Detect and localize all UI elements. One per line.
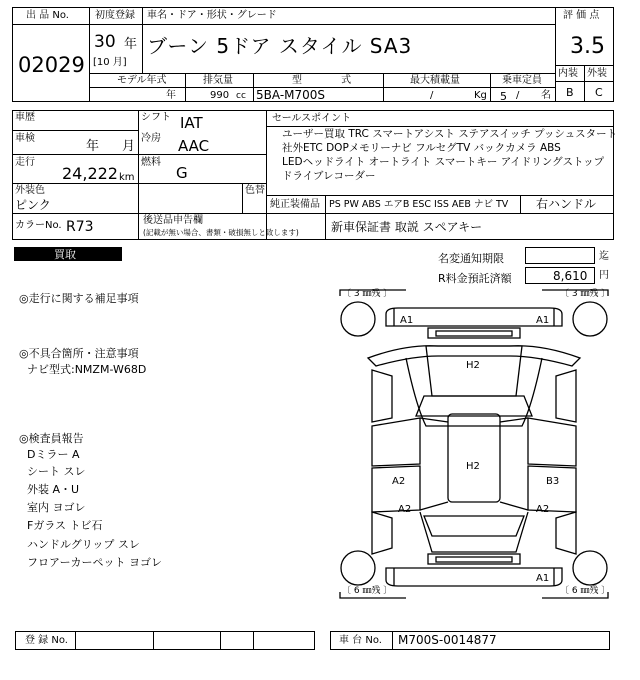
exterior-grade: C bbox=[595, 86, 603, 99]
divider bbox=[325, 195, 326, 240]
divider bbox=[12, 213, 614, 214]
sales-point-line: ユーザー買取 TRC スマートアシスト ステアスイッチ プッシュスタート bbox=[282, 128, 618, 140]
driving-notes-title: ◎走行に関する補足事項 bbox=[19, 292, 139, 305]
max-load-label: 最大積載量 bbox=[410, 75, 460, 86]
sales-point-line: LEDヘッドライト オートライト スマートキー アイドリングストップ bbox=[282, 156, 605, 168]
inspector-line: シート スレ bbox=[27, 465, 86, 478]
color-code-label: カラーNo. bbox=[15, 220, 62, 231]
divider bbox=[142, 7, 143, 73]
divider bbox=[555, 81, 614, 82]
type-label: 型 式 bbox=[292, 75, 370, 86]
max-load-unit: Kg bbox=[474, 90, 487, 101]
mark-rear-bumper: A1 bbox=[536, 573, 550, 584]
inspector-line: Fガラス トビ石 bbox=[27, 519, 103, 532]
color-change-label: 色替 bbox=[245, 185, 265, 196]
mark-hood: H2 bbox=[466, 360, 480, 371]
ext-color-value: ピンク bbox=[15, 198, 51, 212]
capacity-unit: 名 bbox=[541, 90, 551, 101]
tire-rl-depth: 〔 6 ㎜残 〕 bbox=[342, 586, 393, 596]
defect-note-line: ナビ型式:NMZM-W68D bbox=[27, 363, 147, 376]
color-code-value: R73 bbox=[66, 219, 94, 235]
mark-rear-door-left: A2 bbox=[398, 504, 412, 515]
tire-fr-depth: 〔 3 ㎜残 〕 bbox=[560, 289, 611, 299]
divider bbox=[253, 631, 254, 650]
equipment-label: 純正装備品 bbox=[270, 199, 320, 210]
inspection-label: 車検 bbox=[15, 133, 35, 144]
divider bbox=[75, 631, 76, 650]
mileage-unit: km bbox=[119, 172, 135, 183]
inspector-line: Dミラー A bbox=[27, 448, 80, 461]
interior-label: 内装 bbox=[558, 68, 578, 79]
recycle-suffix: 円 bbox=[599, 270, 609, 281]
name-change-suffix: 迄 bbox=[599, 251, 609, 262]
post-docs-note: (記載が無い場合、書類・破損無しと致します) bbox=[143, 228, 299, 237]
divider bbox=[12, 154, 266, 155]
displacement-value: 990 bbox=[210, 90, 230, 101]
first-reg-month: [10 月] bbox=[93, 57, 127, 68]
shift-label: シフト bbox=[141, 112, 171, 123]
inspection-month-unit: 月 bbox=[122, 139, 136, 154]
capacity-label: 乗車定員 bbox=[502, 75, 542, 86]
model-year-unit: 年 bbox=[166, 90, 176, 101]
history-label: 車歴 bbox=[15, 112, 35, 123]
divider bbox=[266, 213, 267, 240]
divider bbox=[89, 73, 555, 74]
divider bbox=[555, 7, 556, 102]
divider bbox=[185, 73, 186, 102]
inspector-line: 室内 ヨゴレ bbox=[27, 501, 86, 514]
tire-fl-depth: 〔 3 ㎜残 〕 bbox=[342, 289, 393, 299]
divider bbox=[490, 73, 491, 102]
car-name: ブーン 5ドア スタイル SA3 bbox=[147, 34, 413, 58]
inspector-line: 外装 A・U bbox=[27, 483, 80, 496]
divider bbox=[138, 110, 139, 213]
lot-label: 出 品 No. bbox=[26, 10, 69, 21]
tire-rr-depth: 〔 6 ㎜残 〕 bbox=[560, 586, 611, 596]
shift-value: IAT bbox=[180, 114, 203, 132]
divider bbox=[584, 65, 585, 102]
divider bbox=[266, 195, 614, 196]
warranty-docs: 新車保証書 取説 スペアキー bbox=[331, 220, 483, 234]
divider bbox=[12, 24, 89, 25]
inspector-line: フロアーカーペット ヨゴレ bbox=[27, 556, 162, 569]
divider bbox=[12, 183, 266, 184]
lot-number: 02029 bbox=[18, 53, 85, 77]
divider bbox=[392, 631, 393, 650]
divider bbox=[253, 73, 254, 102]
type-value: 5BA-M700S bbox=[256, 88, 326, 102]
exterior-label: 外装 bbox=[587, 68, 607, 79]
name-change-label: 名変通知期限 bbox=[438, 252, 504, 265]
ac-label: 冷房 bbox=[141, 133, 161, 144]
first-reg-year-unit: 年 bbox=[124, 37, 138, 52]
defect-notes-title: ◎不具合箇所・注意事項 bbox=[19, 347, 139, 360]
score-label: 評 価 点 bbox=[563, 10, 600, 21]
ext-color-label: 外装色 bbox=[15, 185, 45, 196]
car-name-label: 車名・ドア・形状・グレード bbox=[147, 10, 277, 21]
mileage-label: 走行 bbox=[15, 157, 35, 168]
mark-roof: H2 bbox=[466, 461, 480, 472]
divider bbox=[138, 213, 139, 240]
divider bbox=[520, 195, 521, 213]
divider bbox=[383, 73, 384, 102]
displacement-label: 排気量 bbox=[203, 75, 233, 86]
inspection-year-unit: 年 bbox=[86, 139, 100, 154]
sales-point-line: ドライブレコーダー bbox=[282, 170, 376, 182]
divider bbox=[89, 24, 555, 25]
recycle-value: 8,610 bbox=[553, 269, 588, 283]
registration-label: 登 録 No. bbox=[25, 635, 68, 646]
ac-value: AAC bbox=[178, 137, 210, 155]
divider bbox=[12, 130, 138, 131]
sales-points-label: セールスポイント bbox=[272, 113, 352, 124]
inspector-title: ◎検査員報告 bbox=[19, 432, 84, 445]
divider bbox=[266, 126, 614, 127]
capacity-sep: / bbox=[516, 90, 520, 101]
divider bbox=[220, 631, 221, 650]
interior-grade: B bbox=[566, 86, 574, 99]
inspector-line: ハンドルグリップ スレ bbox=[27, 538, 140, 551]
equipment-items: PS PW ABS エアB ESC ISS AEB ナビ TV bbox=[329, 199, 509, 210]
first-reg-year: 30 bbox=[94, 32, 116, 52]
steering-side: 右ハンドル bbox=[536, 197, 597, 211]
score-value: 3.5 bbox=[570, 34, 605, 59]
purchase-badge-text: 買取 bbox=[54, 248, 76, 261]
mark-front-bumper-right: A1 bbox=[536, 315, 550, 326]
mark-front-door-left: A2 bbox=[392, 476, 406, 487]
fuel-label: 燃料 bbox=[141, 157, 161, 168]
max-load-sep: / bbox=[430, 90, 434, 101]
fuel-value: G bbox=[176, 164, 188, 182]
divider bbox=[153, 631, 154, 650]
divider bbox=[242, 183, 243, 213]
chassis-label: 車 台 No. bbox=[339, 635, 382, 646]
first-reg-label: 初度登録 bbox=[95, 10, 135, 21]
mark-front-bumper-left: A1 bbox=[400, 315, 414, 326]
recycle-label: R料金預託済額 bbox=[438, 272, 512, 285]
name-change-box bbox=[525, 247, 595, 264]
car-damage-diagram bbox=[336, 286, 612, 602]
sales-point-line: 社外ETC DOPメモリーナビ フルセグTV バックカメラ ABS bbox=[282, 142, 561, 154]
mark-rear-quarter-right: B3 bbox=[546, 476, 560, 487]
post-docs-label: 後送品申告欄 bbox=[143, 215, 203, 226]
capacity-value: 5 bbox=[500, 90, 507, 103]
mileage-value: 24,222 bbox=[62, 164, 118, 183]
mark-rear-door-right: A2 bbox=[536, 504, 550, 515]
chassis-number: M700S-0014877 bbox=[398, 633, 497, 647]
displacement-unit: cc bbox=[236, 91, 246, 101]
model-year-label: モデル年式 bbox=[117, 75, 167, 86]
